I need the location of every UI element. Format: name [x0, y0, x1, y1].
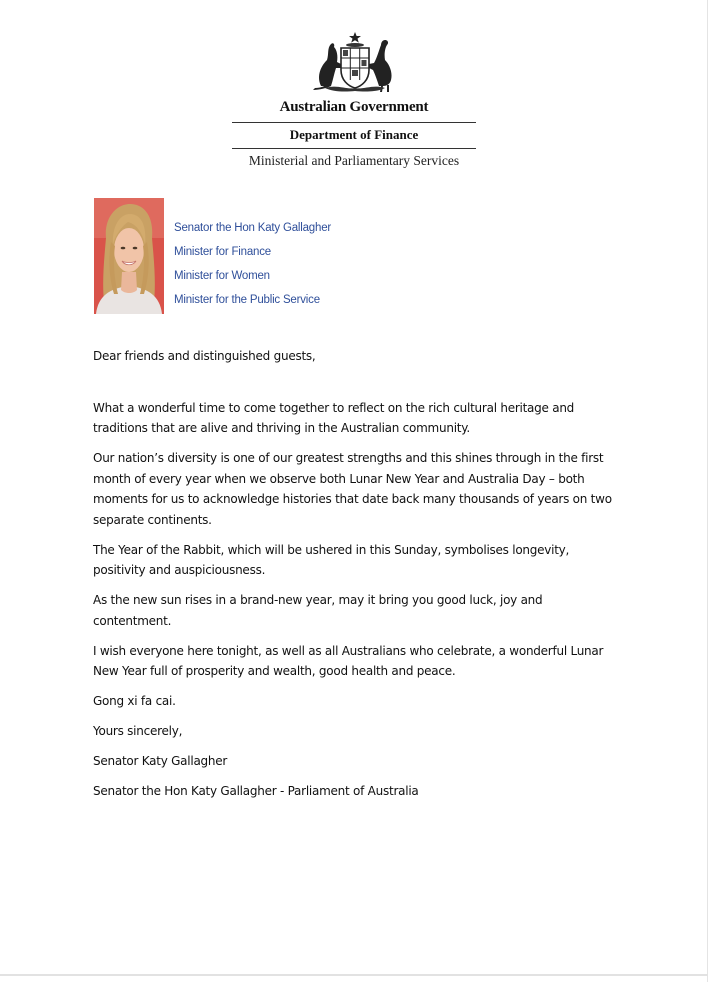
letter-paragraph: Gong xi fa cai. [93, 694, 176, 708]
letter-signature-title: Senator the Hon Katy Gallagher - Parliament of Australia [93, 784, 419, 798]
government-name: Australian Government [279, 99, 429, 115]
letter-closing: Yours sincerely, [93, 724, 183, 738]
minister-details [174, 219, 331, 315]
division-name: Ministerial and Parliamentary Services [248, 153, 460, 168]
letterhead-rule-top [232, 122, 476, 123]
letter-signature: Senator Katy Gallagher [93, 754, 228, 768]
page-bottom-edge [0, 974, 708, 976]
letter-salutation: Dear friends and distinguished guests, [93, 349, 316, 363]
minister-name: Senator the Hon Katy Gallagher [174, 222, 332, 234]
minister-portfolio-women: Minister for Women [174, 270, 270, 282]
letter-paragraph: Our nation’s diversity is one of our greatest strengths and this shines through in the first month of every year when we observe both Lunar New Year and Australia Day – both moments for us to acknowledge histories that date back many thousands of years on two separate continents. [93, 451, 612, 527]
minister-portfolio-public-service: Minister for the Public Service [174, 294, 320, 306]
letter-paragraph: The Year of the Rabbit, which will be ushered in this Sunday, symbolises longevity, positivity and auspiciousness. [93, 542, 570, 577]
letter-body [93, 346, 613, 811]
coat-of-arms-icon [307, 30, 403, 94]
letterhead-rule-bottom [232, 148, 476, 149]
minister-portfolio-finance: Minister for Finance [174, 246, 271, 258]
letter-paragraph: As the new sun rises in a brand-new year, may it bring you good luck, joy and contentment. [93, 593, 543, 628]
letter-paragraph: I wish everyone here tonight, as well as all Australians who celebrate, a wonderful Lunar New Year full of prosperity and wealth, good health and peace. [93, 643, 604, 678]
letter-paragraph: What a wonderful time to come together to reflect on the rich cultural heritage and traditions that are alive and thriving in the Australian community. [93, 400, 575, 435]
department-name: Department of Finance [289, 127, 419, 142]
minister-portrait [94, 198, 164, 314]
